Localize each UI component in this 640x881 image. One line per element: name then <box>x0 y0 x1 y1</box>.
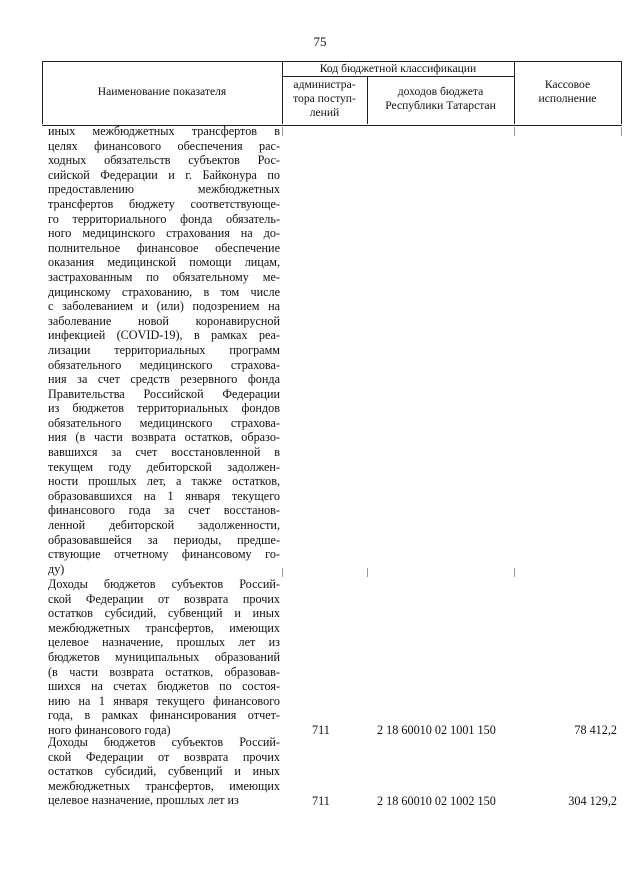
table-row-text-line: Правительства Российской Федерации <box>48 386 280 401</box>
table-row-text-line: межбюджетных трансфертов, имеющих <box>48 778 280 793</box>
table-row-3-name <box>48 735 280 808</box>
table-row-text-line: застрахованным по обязательному ме- <box>48 269 280 284</box>
table-row-text-line: (в части возврата остатков, образовав- <box>48 664 280 679</box>
column-tick <box>621 127 622 136</box>
table-row-2-amount: 78 412,2 <box>574 723 617 737</box>
table-row-text-line: полнительное финансовое обеспечение <box>48 240 280 255</box>
column-tick <box>282 568 283 577</box>
table-row-text-line: трансфертов бюджету соответствующе- <box>48 196 280 211</box>
table-row-text-line: шихся на счетах бюджетов по состоя- <box>48 679 280 694</box>
header-code-group: Код бюджетной классификации <box>319 62 477 75</box>
table-row-text-line: года, в рамках финансирования отчет- <box>48 708 280 723</box>
header-admin-line-1: администра- <box>293 78 356 91</box>
table-row-text-line: обязательного медицинского страхова- <box>48 357 280 372</box>
table-row-text-line: Доходы бюджетов субъектов Россий- <box>48 577 280 591</box>
table-row-text-line: образовавшейся за периоды, предше- <box>48 532 280 547</box>
column-tick <box>514 568 515 577</box>
column-tick <box>367 568 368 577</box>
table-row-text-line: с заболеванием и (или) подозрением на <box>48 299 280 314</box>
table-row-text-line: предоставлению межбюджетных <box>48 182 280 197</box>
table-row-text-line: ленной дебиторской задолженности, <box>48 518 280 533</box>
table-row-text-line: целевое назначение, прошлых лет из <box>48 793 239 808</box>
table-row-text-line: заболевание новой коронавирусной <box>48 313 280 328</box>
table-row-text-line: нию на 1 января текущего финансового <box>48 693 280 708</box>
table-row-text-line: лизации территориальных программ <box>48 342 280 357</box>
table-row-text-line: текущем году дебиторской задолжен- <box>48 459 280 474</box>
table-row-1-name <box>48 124 280 576</box>
table-row-text-line: вавшихся за счет восстановленной в <box>48 445 280 460</box>
header-cash-column <box>514 78 621 106</box>
table-row-text-line: целях финансового обеспечения рас- <box>48 138 280 153</box>
header-cash-line-1: Кассовое <box>544 78 591 91</box>
table-row-text-line: бюджетов муниципальных образований <box>48 649 280 664</box>
page-number: 75 <box>313 34 327 49</box>
table-row-text-line: из бюджетов территориальных фондов <box>48 401 280 416</box>
table-row-text-line: оказания медицинской помощи лицам, <box>48 255 280 270</box>
table-row-text-line: иных межбюджетных трансфертов в <box>48 124 280 138</box>
table-row-3-amount: 304 129,2 <box>568 794 617 808</box>
header-income-line-2: Республики Татарстан <box>385 99 496 112</box>
table-row-text-line: обязательного медицинского страхова- <box>48 415 280 430</box>
table-row-text-line: ного медицинского страхования на до- <box>48 226 280 241</box>
table-row-text-line: остатков субсидий, субвенций и иных <box>48 606 280 621</box>
table-row-2-code: 2 18 60010 02 1001 150 <box>377 723 496 737</box>
table-row-2-name <box>48 577 280 738</box>
table-row-text-line: ного финансового года) <box>48 722 171 737</box>
table-row-text-line: дицинскому страхованию, в том числе <box>48 284 280 299</box>
table-row-text-line: ской Федерации от возврата прочих <box>48 591 280 606</box>
table-row-text-line: го территориального фонда обязатель- <box>48 211 280 226</box>
header-cash-line-2: исполнение <box>538 92 597 105</box>
table-row-text-line: ду) <box>48 561 65 576</box>
table-row-text-line: ния (в части возврата остатков, образо- <box>48 430 280 445</box>
table-row-text-line: инфекцией (COVID-19), в рамках реа- <box>48 328 280 343</box>
column-tick <box>282 127 283 136</box>
header-admin-column <box>282 78 367 120</box>
table-row-text-line: образовавшихся на 1 января текущего <box>48 488 280 503</box>
table-row-text-line: Доходы бюджетов субъектов Россий- <box>48 735 280 749</box>
table-row-3-admin: 711 <box>312 794 330 808</box>
column-tick <box>514 127 515 136</box>
table-row-3-code: 2 18 60010 02 1002 150 <box>377 794 496 808</box>
header-income-column <box>367 85 514 113</box>
table-row-2-admin: 711 <box>312 723 330 737</box>
table-row-text-line: ствующие отчетному финансовому го- <box>48 547 280 562</box>
table-row-text-line: ходных обязательств субъектов Рос- <box>48 153 280 168</box>
table-row-text-line: финансового года за счет восстанов- <box>48 503 280 518</box>
table-row-text-line: целевое назначение, прошлых лет из <box>48 635 280 650</box>
table-row-text-line: межбюджетных трансфертов, имеющих <box>48 620 280 635</box>
table-row-text-line: ности прошлых лет, а также остатков, <box>48 474 280 489</box>
header-admin-line-3: лений <box>309 106 340 119</box>
table-row-text-line: ской Федерации от возврата прочих <box>48 749 280 764</box>
header-name-column: Наименование показателя <box>97 85 227 98</box>
table-row-text-line: остатков субсидий, субвенций и иных <box>48 764 280 779</box>
table-row-text-line: сийской Федерации и г. Байконура по <box>48 167 280 182</box>
header-income-line-1: доходов бюджета <box>397 85 484 98</box>
table-header <box>42 61 622 126</box>
header-admin-line-2: тора поступ- <box>293 92 356 105</box>
table-row-text-line: ния за счет средств резервного фонда <box>48 372 280 387</box>
